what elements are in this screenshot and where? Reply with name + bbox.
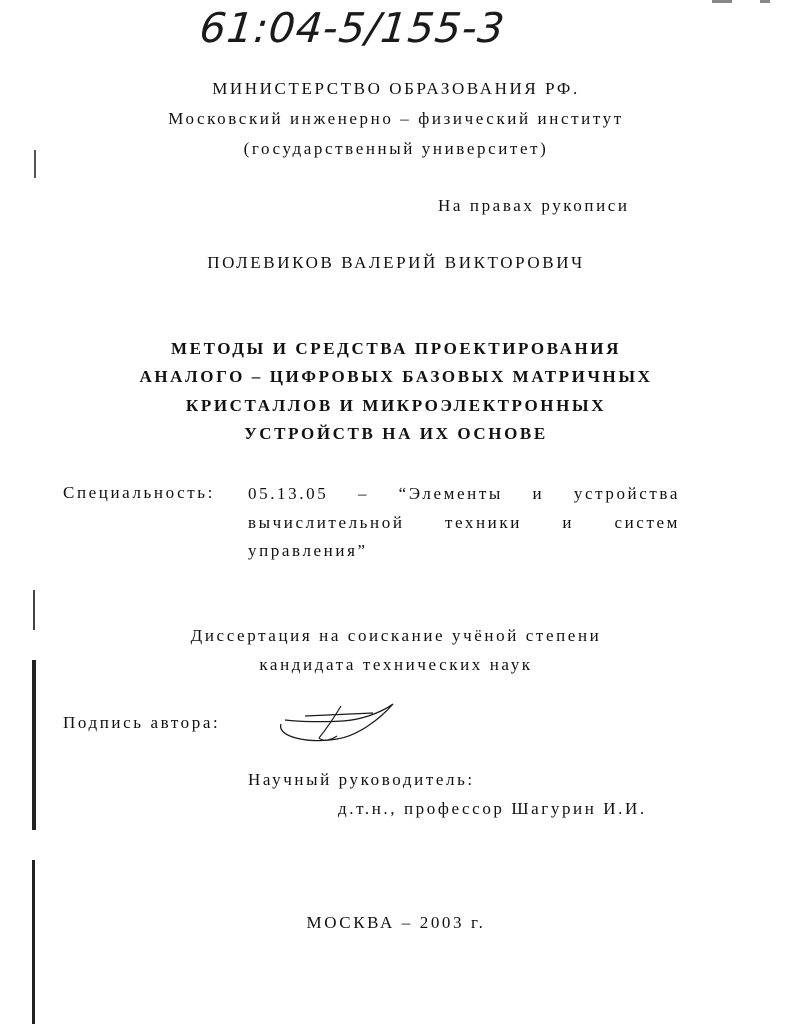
city-year: МОСКВА – 2003 г.	[306, 913, 486, 932]
title-line-1: МЕТОДЫ И СРЕДСТВА ПРОЕКТИРОВАНИЯ	[170, 339, 622, 358]
specialty-line-3: управления”	[248, 541, 368, 560]
specialty-word: “Элементы	[398, 484, 503, 503]
title-line-4: УСТРОЙСТВ НА ИХ ОСНОВЕ	[244, 424, 548, 443]
institute-name: Московский инженерно – физический институт	[168, 109, 624, 128]
specialty-word: вычислительной	[248, 513, 405, 532]
scan-mark	[33, 590, 35, 630]
scan-mark	[760, 0, 770, 3]
specialty-word: устройства	[573, 484, 680, 503]
signature-label: Подпись автора:	[63, 713, 221, 732]
scan-mark	[32, 860, 35, 1024]
supervisor-label: Научный руководитель:	[248, 770, 475, 789]
scan-mark	[712, 0, 732, 3]
author-name: ПОЛЕВИКОВ ВАЛЕРИЙ ВИКТОРОВИЧ	[207, 253, 585, 272]
supervisor-name: д.т.н., профессор Шагурин И.И.	[338, 799, 647, 818]
author-signature-icon	[275, 698, 400, 750]
specialty-word: систем	[614, 513, 680, 532]
specialty-dash: –	[357, 484, 370, 503]
specialty-line-1	[248, 484, 680, 504]
specialty-word: и	[562, 513, 575, 532]
title-line-3: КРИСТАЛЛОВ И МИКРОЭЛЕКТРОННЫХ	[185, 396, 607, 415]
scan-mark	[32, 660, 36, 830]
dissertation-purpose: Диссертация на соискание учёной степени	[190, 626, 602, 645]
title-line-2: АНАЛОГО – ЦИФРОВЫХ БАЗОВЫХ МАТРИЧНЫХ	[139, 367, 653, 386]
specialty-label: Специальность:	[63, 483, 215, 502]
manuscript-note: На правах рукописи	[438, 196, 630, 215]
degree-name: кандидата технических наук	[259, 655, 533, 674]
specialty-word: техники	[444, 513, 522, 532]
ministry-heading: МИНИСТЕРСТВО ОБРАЗОВАНИЯ РФ.	[212, 79, 580, 98]
specialty-code: 05.13.05	[248, 484, 329, 503]
specialty-line-2	[248, 513, 680, 533]
university-status: (государственный университет)	[243, 139, 549, 158]
scan-mark	[34, 150, 36, 178]
specialty-word: и	[532, 484, 545, 503]
handwritten-catalog-number: 61:04-5/155-3	[197, 4, 508, 52]
